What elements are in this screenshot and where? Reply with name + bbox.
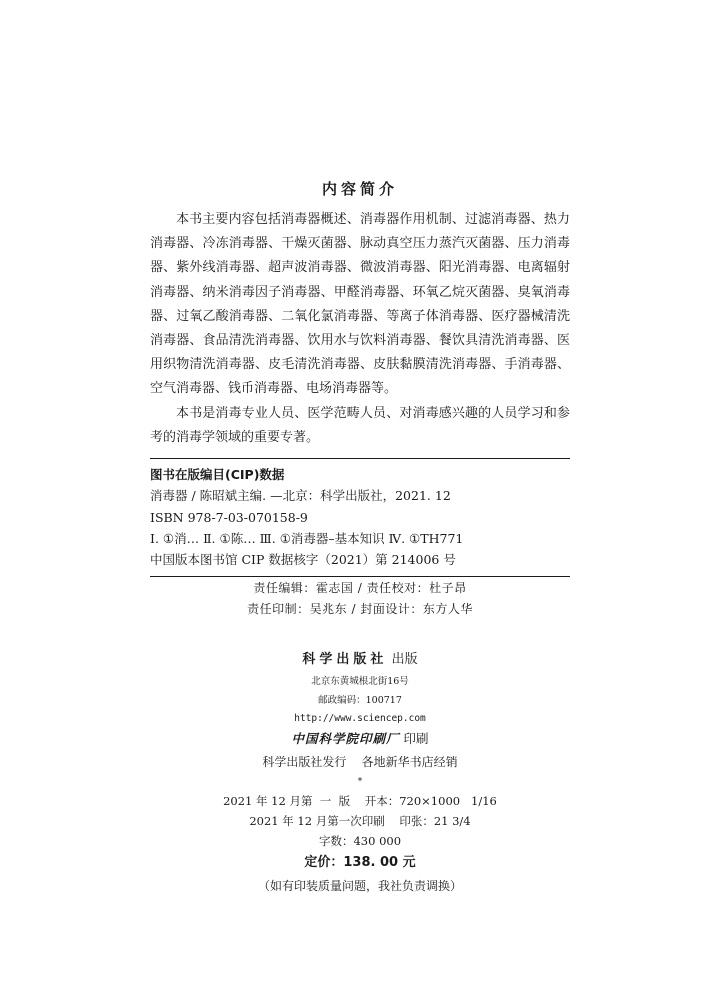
summary-paragraph: 本书是消毒专业人员、医学范畴人员、对消毒感兴趣的人员学习和参考的消毒学领域的重要专著。 bbox=[150, 405, 570, 445]
publisher-url: http://www.sciencep.com bbox=[294, 713, 426, 724]
publisher-name: 科学出版社 bbox=[302, 652, 388, 667]
cip-line: Ⅰ. ①消… Ⅱ. ①陈… Ⅲ. ①消毒器–基本知识 Ⅳ. ①TH771 bbox=[150, 530, 464, 546]
printing-line: 2021 年 12 月第一次印刷 印张：21 3/4 bbox=[249, 814, 471, 828]
printer-name: 中国科学院印刷厂 bbox=[291, 731, 400, 746]
editors-line: 责任印制：吴兆东 / 封面设计：东方人华 bbox=[247, 602, 473, 616]
editors-block bbox=[0, 578, 720, 620]
summary-block bbox=[150, 208, 570, 450]
cip-line: ISBN 978-7-03-070158-9 bbox=[150, 509, 308, 525]
summary-title: 内容简介 bbox=[321, 180, 398, 198]
edition-line: 2021 年 12 月第 一 版 开本：720×1000 1/16 bbox=[223, 794, 497, 808]
cip-heading: 图书在版编目(CIP)数据 bbox=[150, 467, 285, 482]
printer-suffix: 印刷 bbox=[403, 731, 429, 746]
separator-star: * bbox=[357, 777, 363, 787]
printer-line bbox=[0, 727, 720, 751]
publisher-line bbox=[0, 648, 720, 672]
price-line: 定价：138. 00 元 bbox=[304, 855, 416, 870]
editors-line: 责任编辑：霍志国 / 责任校对：杜子昂 bbox=[253, 581, 467, 595]
publisher-suffix: 出版 bbox=[391, 652, 418, 667]
summary-paragraph: 本书主要内容包括消毒器概述、消毒器作用机制、过滤消毒器、热力消毒器、冷冻消毒器、干燥灭菌器、脉动真空压力蒸汽灭菌器、压力消毒器、紫外线消毒器、超声波消毒器、微波消毒器、阳光消毒器、电离辐射消毒器、纳米消毒因子消毒器、甲醛消毒器、环氧乙烷灭菌器、臭氧消毒器、过氧乙酸消毒器、二氧化氯消毒器、等离子体消毒器、医疗器械清洗消毒器、食品清洗消毒器、饮用水与饮料消毒器、餐饮具清洗消毒器、医用织物清洗消毒器、皮毛清洗消毒器、皮肤黏膜清洗消毒器、手消毒器、空气消毒器、钱币消毒器、电场消毒器等。 bbox=[150, 212, 570, 397]
cip-data-block bbox=[150, 458, 570, 577]
notice-line: （如有印装质量问题，我社负责调换） bbox=[257, 879, 462, 893]
distribution-line: 科学出版社发行 各地新华书店经销 bbox=[262, 755, 458, 769]
publisher-block bbox=[0, 648, 720, 897]
word-count-line: 字数：430 000 bbox=[318, 834, 402, 848]
publisher-postcode: 邮政编码：100717 bbox=[318, 695, 402, 706]
publisher-address: 北京东黄城根北街16号 bbox=[311, 676, 409, 687]
cip-line: 中国版本图书馆 CIP 数据核字（2021）第 214006 号 bbox=[150, 552, 456, 568]
cip-line: 消毒器 / 陈昭斌主编. —北京：科学出版社，2021. 12 bbox=[150, 488, 451, 504]
